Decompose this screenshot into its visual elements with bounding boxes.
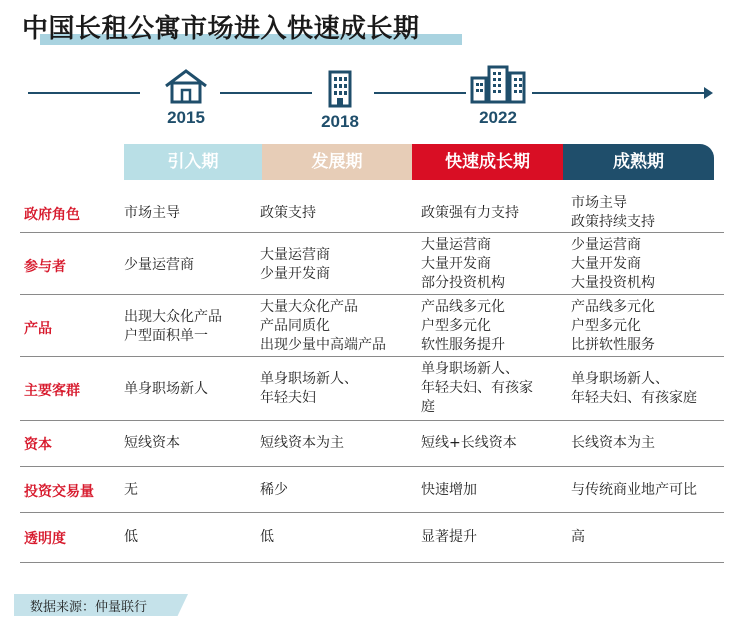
year-label: 2022 [479,108,517,127]
timeline-segment [374,92,466,94]
table-cell: 低 [260,529,274,545]
table-cell: 少量运营商 [124,257,194,273]
year-label: 2015 [167,108,205,127]
table-cell: 大量大众化产品 产品同质化 出现少量中高端产品 [260,299,386,353]
table-cell: 稀少 [260,482,288,498]
table-row [20,466,724,513]
table-cell: 单身职场新人、 年轻夫妇、有孩家 庭 [421,361,533,415]
table-cell: 显著提升 [421,529,477,545]
page-title: 中国长租公寓市场进入快速成长期 [22,14,420,44]
timeline-segment [532,92,704,94]
table-cell: 无 [124,482,138,498]
row-label: 产品 [24,321,52,337]
timeline-segment [220,92,312,94]
table-row [20,512,724,563]
row-label: 透明度 [24,531,66,547]
table-row [20,190,724,233]
table-cell: 大量运营商 少量开发商 [260,247,330,282]
milestone-2015 [150,68,222,128]
row-label: 资本 [24,437,52,453]
table-row [20,294,724,357]
row-label: 政府角色 [24,207,80,223]
table-cell: 长线资本为主 [571,435,655,451]
milestone-2022 [458,64,538,128]
phase-mature: 成熟期 [563,144,714,180]
row-label: 投资交易量 [24,484,94,500]
table-cell: 单身职场新人、 年轻夫妇 [260,371,358,406]
milestone-2018 [304,70,376,132]
phase-development: 发展期 [262,144,412,180]
phase-intro: 引入期 [124,144,262,180]
table-cell: 短线资本为主 [260,435,344,451]
phase-rapid-growth: 快速成长期 [412,144,563,180]
row-label: 参与者 [24,259,66,275]
table-cell: 市场主导 政策持续支持 [571,195,655,230]
table-cell: 少量运营商 大量开发商 大量投资机构 [571,237,655,291]
year-label: 2018 [321,112,359,131]
table-cell: 短线+长线资本 [421,435,517,451]
table-cell: 快速增加 [421,482,477,498]
table-cell: 产品线多元化 户型多元化 比拼软性服务 [571,299,655,353]
timeline-arrow-icon [704,87,713,99]
house-icon [163,68,209,104]
source-note: 数据来源：仲量联行 [30,600,148,615]
table-cell: 政策强有力支持 [421,205,519,221]
table-cell: 短线资本 [124,435,180,451]
building-icon [326,70,354,108]
table-row [20,232,724,295]
table-row [20,420,724,467]
title-area [0,0,744,52]
row-label: 主要客群 [24,383,80,399]
table-cell: 大量运营商 大量开发商 部分投资机构 [421,237,505,291]
table-cell: 高 [571,529,585,545]
table-cell: 单身职场新人 [124,381,208,397]
city-icon [469,64,527,104]
table-cell: 与传统商业地产可比 [571,482,697,498]
table-cell: 政策支持 [260,205,316,221]
table-cell: 出现大众化产品 户型面积单一 [124,309,222,344]
table-cell: 单身职场新人、 年轻夫妇、有孩家庭 [571,371,697,406]
table-row [20,356,724,421]
table-cell: 低 [124,529,138,545]
table-cell: 产品线多元化 户型多元化 软性服务提升 [421,299,505,353]
timeline-segment [28,92,140,94]
table-cell: 市场主导 [124,205,180,221]
